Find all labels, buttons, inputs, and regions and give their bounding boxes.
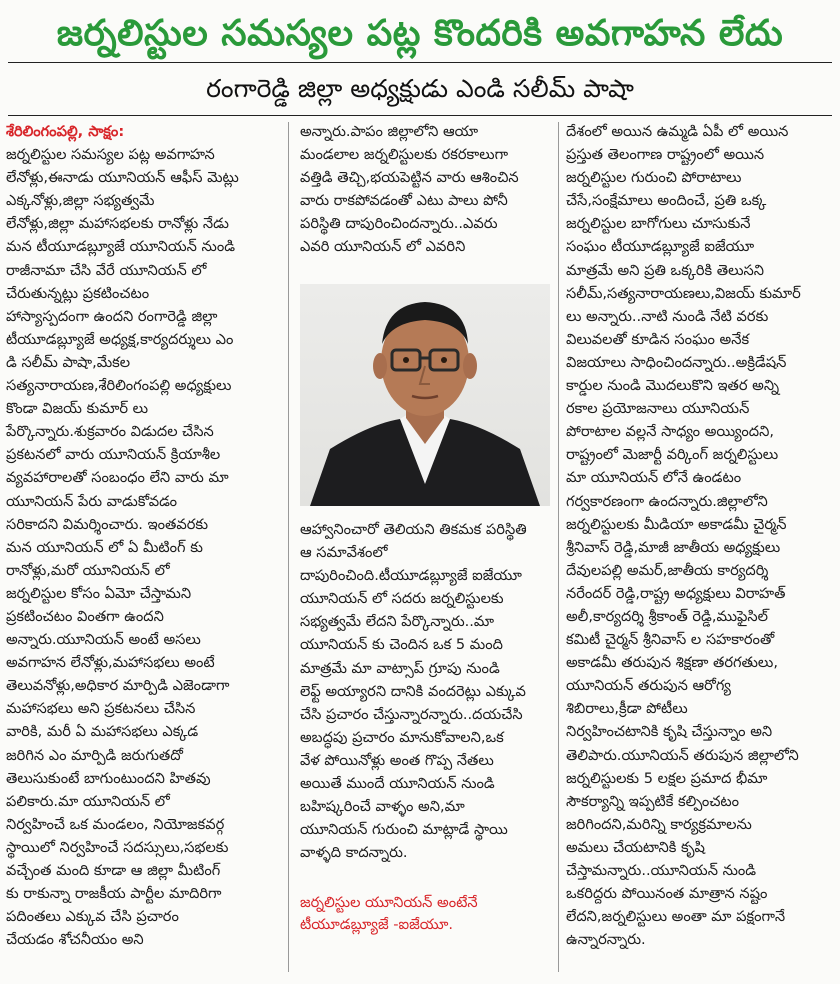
text-line: సరికాదని విమర్శించారు. ఇంతవరకు bbox=[6, 515, 209, 533]
text-line: జర్నలిస్టుల గురుంచి పోరాటాలు bbox=[566, 169, 742, 187]
text-line: చేసే,సంక్షేమాలు అందించే, ప్రతి ఒక్క bbox=[566, 192, 767, 210]
text-line: ఎక్కనోళ్లు,జిల్లా సభ్యత్వమే bbox=[6, 192, 155, 210]
text-line: కమిటీ చైర్మన్ శ్రీనివాస్ ల సహకారంతో bbox=[566, 631, 775, 649]
text-line: దాపురించింది.టీయూడబ్ల్యూజే ఐజేయూ bbox=[300, 567, 522, 585]
article-column-3 bbox=[566, 120, 836, 951]
text-line: విజయాలు సాధించిందన్నారు..అక్రిడేషన్ bbox=[566, 353, 787, 371]
text-line: కొండా విజయ్ కుమార్ లు bbox=[6, 400, 149, 418]
text-line: పోరాటాల వల్లనే సాధ్యం అయ్యిందని, bbox=[566, 423, 774, 441]
text-line: బహిష్కరించే వాళ్ళం అని,మా bbox=[300, 798, 465, 816]
headline: జర్నలిస్టుల సమస్యల పట్ల కొందరికి అవగాహన లేదు bbox=[56, 13, 784, 54]
text-line: రానోళ్లు,మరో యూనియన్ లో bbox=[6, 561, 170, 579]
pull-quote bbox=[300, 892, 478, 936]
text-line: ఎవరి యూనియన్ లో ఎవరిని bbox=[300, 238, 466, 256]
text-line: జర్నలిస్టుల కోసం ఏమో చేస్తామని bbox=[6, 584, 192, 602]
text-line: చేసి ప్రచారం చేస్తున్నారన్నారు..దయచేసి bbox=[300, 705, 523, 723]
text-line: డి సలీమ్ పాషా,మేకల bbox=[6, 353, 131, 371]
text-line: మండలాల జర్నలిస్టులకు రకరకాలుగా bbox=[300, 146, 509, 164]
text-line: చేయడం శోచనీయం అని bbox=[6, 931, 144, 949]
text-line: పలికారు.మా యూనియన్ లో bbox=[6, 792, 170, 810]
text-line: అబద్ధపు ప్రచారం మానుకోవాలని,ఒక bbox=[300, 728, 504, 746]
text-line: యూనియన్ గురుంచి మాట్లాడే స్థాయి bbox=[300, 821, 508, 839]
text-line: యూనియన్ పేరు వాడుకోవడం bbox=[6, 492, 178, 510]
text-line: లేనోళ్లు,జిల్లా మహాసభలకు రానోళ్లు నేడు bbox=[6, 215, 229, 233]
text-line: సలీమ్,సత్యనారాయణలు,విజయ్ కుమార్ bbox=[566, 284, 801, 302]
text-line: అకాడమీ తరుపున శిక్షణా తరగతులు, bbox=[566, 654, 778, 672]
text-line: మన యూనియన్ లో ఏ మీటింగ్ కు bbox=[6, 538, 203, 556]
article-column-2-bottom bbox=[300, 518, 550, 864]
subheadline: రంగారెడ్డి జిల్లా అధ్యక్షుడు ఎండి సలీమ్ పాషా bbox=[206, 74, 634, 103]
text-line: జరిగిన ఎం మార్పిడి జరుగుతదో bbox=[6, 746, 183, 764]
text-line: కు రాకున్నా రాజకీయ పార్టీల మాదిరిగా bbox=[6, 885, 222, 903]
text-line: మా యూనియన్ లోనే ఉండటం bbox=[566, 469, 742, 487]
column-divider bbox=[288, 122, 289, 972]
text-line: సౌకర్యాన్ని ఇప్పటికే కల్పించటం bbox=[566, 792, 740, 810]
text-line: జర్నలిస్టుల బాగోగులు చూసుకునే bbox=[566, 215, 751, 233]
text-line: గర్వకారణంగా ఉందన్నారు.జిల్లాలోని bbox=[566, 492, 768, 510]
text-line: పదింతలు ఎక్కువ చేసి ప్రచారం bbox=[6, 908, 179, 926]
text-line: సభ్యత్వమే లేదని పేర్కొన్నారు..మా bbox=[300, 613, 495, 631]
text-line: స్థాయిలో నిర్వహించే సదస్సులు,సభలకు bbox=[6, 838, 229, 856]
text-line: టీయూడబ్ల్యూజే -ఐజేయూ. bbox=[300, 916, 453, 933]
text-line: చేస్తామన్నారు..యూనియన్ నుండి bbox=[566, 862, 757, 879]
text-line: రకాల ప్రయోజనాలు యూనియన్ bbox=[566, 400, 750, 418]
text-line: లు అన్నారు..నాటి నుండి నేటి వరకు bbox=[566, 307, 769, 325]
text-line: ఒకరిద్దరు పోయినంత మాత్రాన నష్టం bbox=[566, 885, 768, 903]
text-line: మాత్రమే మా వాట్సాప్ గ్రూపు నుండి bbox=[300, 659, 500, 677]
text-line: తెలువనోళ్లు,అధికార మార్పిడి ఎజెండాగా bbox=[6, 677, 230, 695]
text-line: తెలుసుకుంటే బాగుంటుందని హితవు bbox=[6, 769, 211, 787]
text-line: మాత్రమే అని ప్రతి ఒక్కరికి తెలుసని bbox=[566, 261, 765, 279]
dateline: శేరిలింగంపల్లి, సాక్షం: bbox=[6, 123, 125, 140]
text-line: అయితే ముందే యూనియన్ నుండి bbox=[300, 775, 495, 793]
text-line: ప్రకటించటం వింతగా ఉందని bbox=[6, 607, 164, 625]
text-line: నిర్వహించటానికి కృషి చేస్తున్నాం అని bbox=[566, 723, 773, 741]
text-line: జర్నలిస్టుల యూనియన్ అంటేనే bbox=[300, 894, 478, 911]
text-line: అవగాహన లేనోళ్లు,మహాసభలు అంటే bbox=[6, 654, 215, 672]
text-line: అమలు చేయటానికి కృషి bbox=[566, 838, 705, 856]
text-line: లేనోళ్లు,ఈనాడు యూనియన్ ఆఫీస్ మెట్లు bbox=[6, 169, 239, 187]
text-line: టీయూడబ్ల్యూజే అధ్యక్ష,కార్యదర్శులు ఎం bbox=[6, 330, 234, 348]
text-line: వారికి, మరీ ఏ మహాసభలు ఎక్కడ bbox=[6, 723, 199, 741]
text-line: మహాసభలు అని ప్రకటనలు చేసిన bbox=[6, 700, 196, 718]
text-line: లేదని,జర్నలిస్టులు అంతా మా పక్షంగానే bbox=[566, 908, 786, 926]
text-line: చేరుతున్నట్లు ప్రకటించటం bbox=[6, 284, 150, 302]
text-line: నరేందర్ రెడ్డి,రాష్ట్ర అధ్యక్షులు విరాహత్ bbox=[566, 584, 786, 602]
text-line: లెఫ్ట్ అయ్యారని దానికి వందరెట్లు ఎక్కువ bbox=[300, 682, 526, 700]
text-line: ఉన్నారన్నారు. bbox=[566, 931, 646, 949]
text-line: జర్నలిస్టులకు మీడియా అకాడమీ చైర్మన్ bbox=[566, 515, 787, 533]
text-line: మన టీయూడబ్ల్యూజే యూనియన్ నుండి bbox=[6, 238, 236, 256]
portrait-illustration bbox=[300, 284, 550, 506]
text-line: విలువలతో కూడిన సంఘం అనేక bbox=[566, 330, 750, 348]
column-divider bbox=[558, 122, 559, 972]
text-line: రాష్ట్రంలో మెజార్టీ వర్కింగ్ జర్నలిస్టులు bbox=[566, 446, 779, 464]
text-line: పరిస్థితి దాపురించిందన్నారు..ఎవరు bbox=[300, 215, 498, 233]
article-column-1 bbox=[6, 120, 274, 951]
text-line: వ్యవహారాలతో సంబంధం లేని వారు మా bbox=[6, 469, 229, 487]
text-line: దేశంలో అయిన ఉమ్మడి ఏపీ లో అయిన bbox=[566, 123, 789, 140]
text-line: యూనియన్ లో సదరు జర్నలిస్టులకు bbox=[300, 590, 504, 608]
text-line: ప్రస్తుత తెలంగాణ రాష్ట్రంలో అయిన bbox=[566, 146, 765, 164]
text-line: యూనియన్ కు చెందిన ఒక 5 మంది bbox=[300, 636, 503, 654]
text-line: జర్నలిస్టులకు 5 లక్షల ప్రమాద భీమా bbox=[566, 769, 768, 787]
text-line: దేవులపల్లి అమర్,జాతీయ కార్యదర్శి bbox=[566, 561, 769, 579]
text-line: వాళ్ళది కాదన్నారు. bbox=[300, 844, 408, 862]
text-line: ఆహ్వానించారో తెలియని తికమక పరిస్థితి bbox=[300, 521, 527, 538]
subheadline-rule bbox=[8, 115, 832, 116]
text-line: పేర్కొన్నారు.శుక్రవారం విడుదల చేసిన bbox=[6, 423, 214, 441]
text-line: సత్యనారాయణ,శేరిలింగంపల్లి అధ్యక్షులు bbox=[6, 377, 232, 395]
text-line: శ్రీనివాస్ రెడ్డి,మాజీ జాతీయ అధ్యక్షులు bbox=[566, 538, 781, 556]
text-line: అన్నారు.పాపం జిల్లాలోని ఆయా bbox=[300, 123, 479, 140]
headline-rule bbox=[8, 62, 832, 63]
text-line: ఆ సమావేశంలో bbox=[300, 544, 388, 562]
text-line: తెలిపారు.యూనియన్ తరుపున జిల్లాలోని bbox=[566, 746, 799, 764]
text-line: నిర్వహించే ఒక మండలం, నియోజకవర్గ bbox=[6, 815, 225, 833]
text-line: హాస్యాస్పదంగా ఉందని రంగారెడ్డి జిల్లా bbox=[6, 307, 218, 325]
text-line: వేళ పోయినోళ్లు అంత గొప్ప నేతలు bbox=[300, 751, 494, 769]
text-line: అలీ,కార్యదర్శి శ్రీకాంత్ రెడ్డి,ముఫైసిల్ bbox=[566, 607, 768, 625]
text-line: వత్తిడి తెచ్చి,భయపెట్టిన వారు ఆశించిన bbox=[300, 169, 519, 187]
article-column-2-top bbox=[300, 120, 550, 259]
text-line: వారు రాకపోవడంతో ఎటు పాలు పోనీ bbox=[300, 192, 508, 210]
text-line: జరిగిందని,మరిన్ని కార్యక్రమాలను bbox=[566, 815, 752, 833]
text-line: జర్నలిస్టుల సమస్యల పట్ల అవగాహన bbox=[6, 146, 215, 164]
text-line: అన్నారు.యూనియన్ అంటే అసలు bbox=[6, 631, 201, 649]
text-line: రాజీనామా చేసి వేరే యూనియన్ లో bbox=[6, 261, 207, 279]
portrait-photo bbox=[300, 284, 550, 506]
text-line: యూనియన్ తరుపున ఆరోగ్య bbox=[566, 677, 731, 695]
text-line: శిబిరాలు,క్రీడా పోటీలు bbox=[566, 700, 688, 718]
text-line: ప్రకటనలో వారు యూనియన్ క్రియాశీల bbox=[6, 446, 221, 464]
text-line: సంఘం టీయూడబ్ల్యూజే ఐజేయూ bbox=[566, 238, 755, 256]
text-line: కార్డుల నుండి మొదలుకొని ఇతర అన్ని bbox=[566, 377, 780, 395]
text-line: వచ్చేంత మంది కూడా ఆ జిల్లా మీటింగ్ bbox=[6, 862, 221, 879]
